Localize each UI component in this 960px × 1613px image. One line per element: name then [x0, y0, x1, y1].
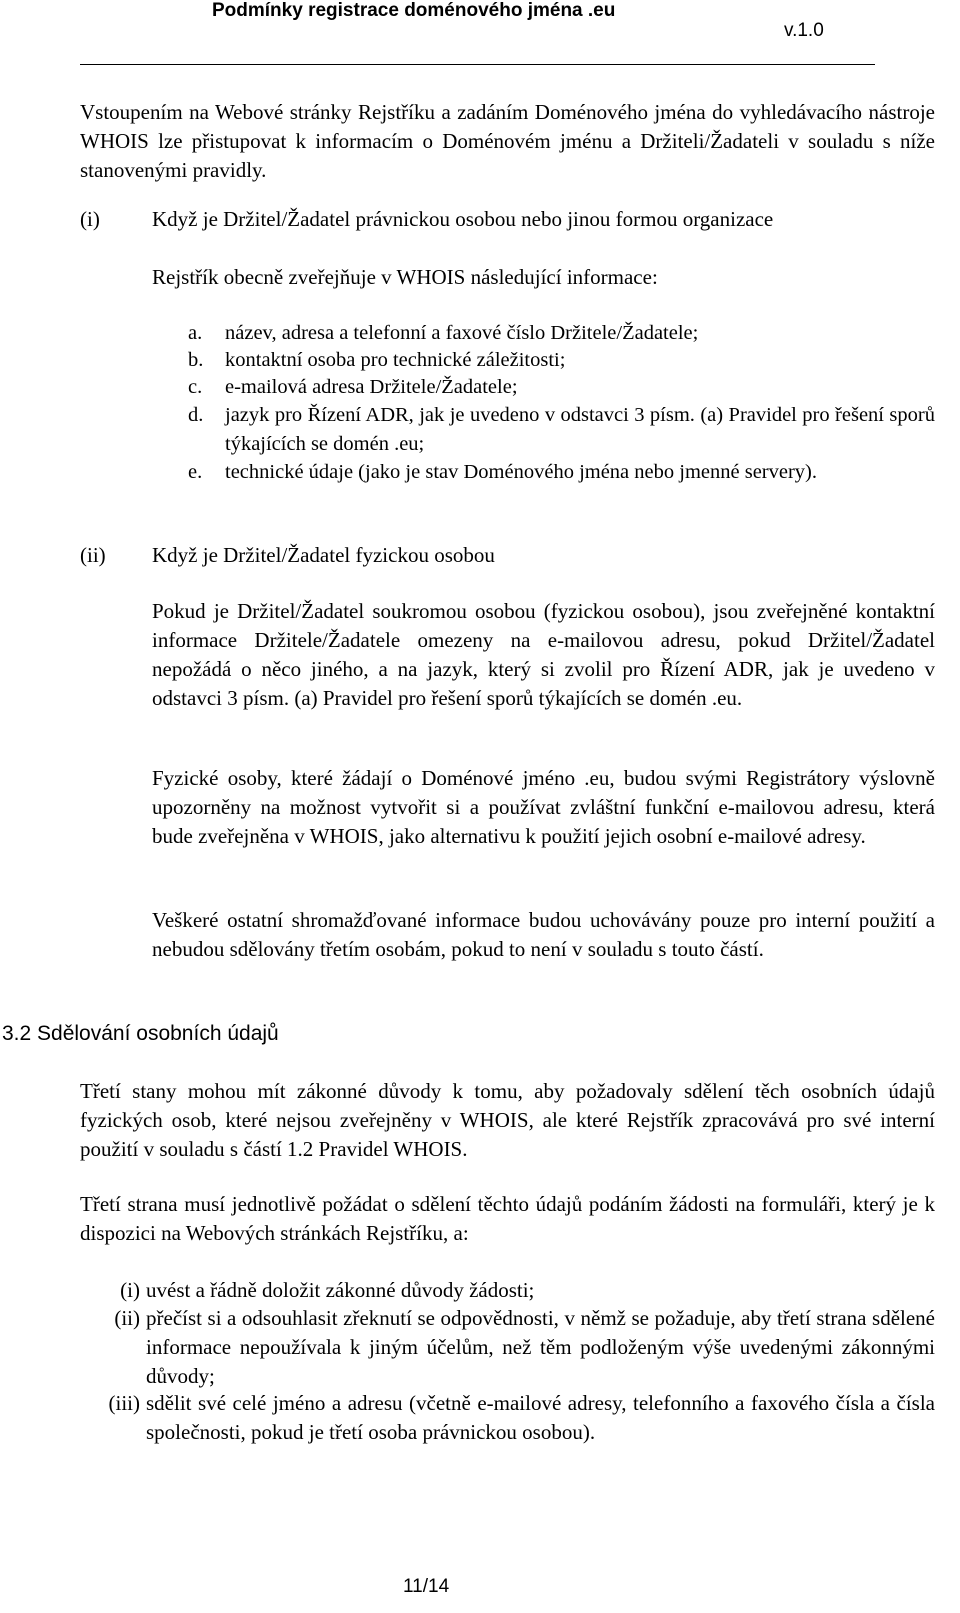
document-title: Podmínky registrace doménového jména .eu: [212, 0, 616, 21]
list-marker: c.: [188, 376, 203, 398]
list-marker: b.: [188, 349, 204, 371]
list-item: [188, 401, 935, 459]
list-item-text: uvést a řádně doložit zákonné důvody žádosti;: [146, 1278, 535, 1302]
list-item: [188, 346, 935, 375]
list-marker: (ii): [114, 1306, 140, 1330]
list-item-text: e-mailová adresa Držitele/Žadatele;: [225, 376, 518, 398]
list-item: [80, 1389, 935, 1447]
list-item-text: přečíst si a odsouhlasit zřeknutí se odpovědnosti, v němž se požaduje, aby třetí strana sdělené informace nepoužívala k jiným účelům, než těm podloženým výše uvedenými zákonnými důvody;: [146, 1306, 935, 1388]
document-version: v.1.0: [784, 20, 824, 41]
list-item-text: jazyk pro Řízení ADR, jak je uvedeno v odstavci 3 písm. (a) Pravidel pro řešení sporů týkajících se domén .eu;: [225, 404, 935, 455]
list-item: [188, 319, 935, 348]
section-3-2-paragraph: Třetí strana musí jednotlivě požádat o sdělení těchto údajů podáním žádosti na formuláři, který je k dispozici na Webových stránkách Rejstříku, a:: [80, 1192, 935, 1245]
list-item: [188, 458, 935, 487]
list-marker: a.: [188, 322, 203, 344]
list-marker: (iii): [108, 1391, 140, 1415]
section-ii-paragraph: Fyzické osoby, které žádají o Doménové jméno .eu, budou svými Registrátory výslovně upozorněny na možnost vytvořit si a používat zvláštní funkční e-mailovou adresu, která bude zveřejněna v WHOIS, jako alternativu k použití jejich osobní e-mailové adresy.: [152, 766, 935, 848]
section-3-2-paragraph: Třetí stany mohou mít zákonné důvody k tomu, aby požadovaly sdělení těch osobních údajů fyzických osob, které nejsou zveřejněny v WHOIS, ale které Rejstřík zpracovává pro své interní použití v souladu s částí 1.2 Pravidel WHOIS.: [80, 1079, 935, 1161]
list-item-text: název, adresa a telefonní a faxové číslo Držitele/Žadatele;: [225, 322, 699, 344]
intro-paragraph: Vstoupením na Webové stránky Rejstříku a zadáním Doménového jména do vyhledávacího nástroje WHOIS lze přistupovat k informacím o Doménovém jménu a Držiteli/Žadateli v souladu s níže stanovenými pravidly.: [80, 100, 935, 182]
section-ii-label: (ii): [80, 543, 106, 567]
section-i-heading: Když je Držitel/Žadatel právnickou osobou nebo jinou formou organizace: [152, 207, 774, 231]
section-ii-heading: Když je Držitel/Žadatel fyzickou osobou: [152, 543, 495, 567]
list-item-text: sdělit své celé jméno a adresu (včetně e-mailové adresy, telefonního a faxového čísla a čísla společnosti, pokud je třetí osoba právnickou osobou).: [146, 1391, 935, 1444]
section-ii-paragraph: Pokud je Držitel/Žadatel soukromou osobou (fyzickou osobou), jsou zveřejněné kontaktní informace Držitele/Žadatele omezeny na e-mailovou adresu, pokud Držitel/Žadatel nepožádá o něco jiného, a na jazyk, který si zvolil pro Řízení ADR, jak je uvedeno v odstavci 3 písm. (a) Pravidel pro řešení sporů týkajících se domén .eu.: [152, 599, 935, 710]
list-item: [80, 1304, 935, 1391]
list-item: [188, 373, 935, 402]
list-item: [80, 1276, 935, 1305]
header-divider: [80, 64, 875, 65]
list-item-text: kontaktní osoba pro technické záležitosti;: [225, 349, 566, 371]
section-i-subheading: Rejstřík obecně zveřejňuje v WHOIS následující informace:: [152, 265, 658, 289]
section-i-label: (i): [80, 207, 100, 231]
section-ii-paragraph: Veškeré ostatní shromažďované informace budou uchovávány pouze pro interní použití a nebudou sdělovány třetím osobám, pokud to není v souladu s touto částí.: [152, 908, 935, 961]
list-marker: (i): [120, 1278, 140, 1302]
list-marker: e.: [188, 461, 203, 483]
list-item-text: technické údaje (jako je stav Doménového jména nebo jmenné servery).: [225, 461, 817, 483]
section-3-2-heading: 3.2 Sdělování osobních údajů: [2, 1022, 279, 1045]
page-number: 11/14: [403, 1576, 450, 1597]
list-marker: d.: [188, 404, 204, 426]
